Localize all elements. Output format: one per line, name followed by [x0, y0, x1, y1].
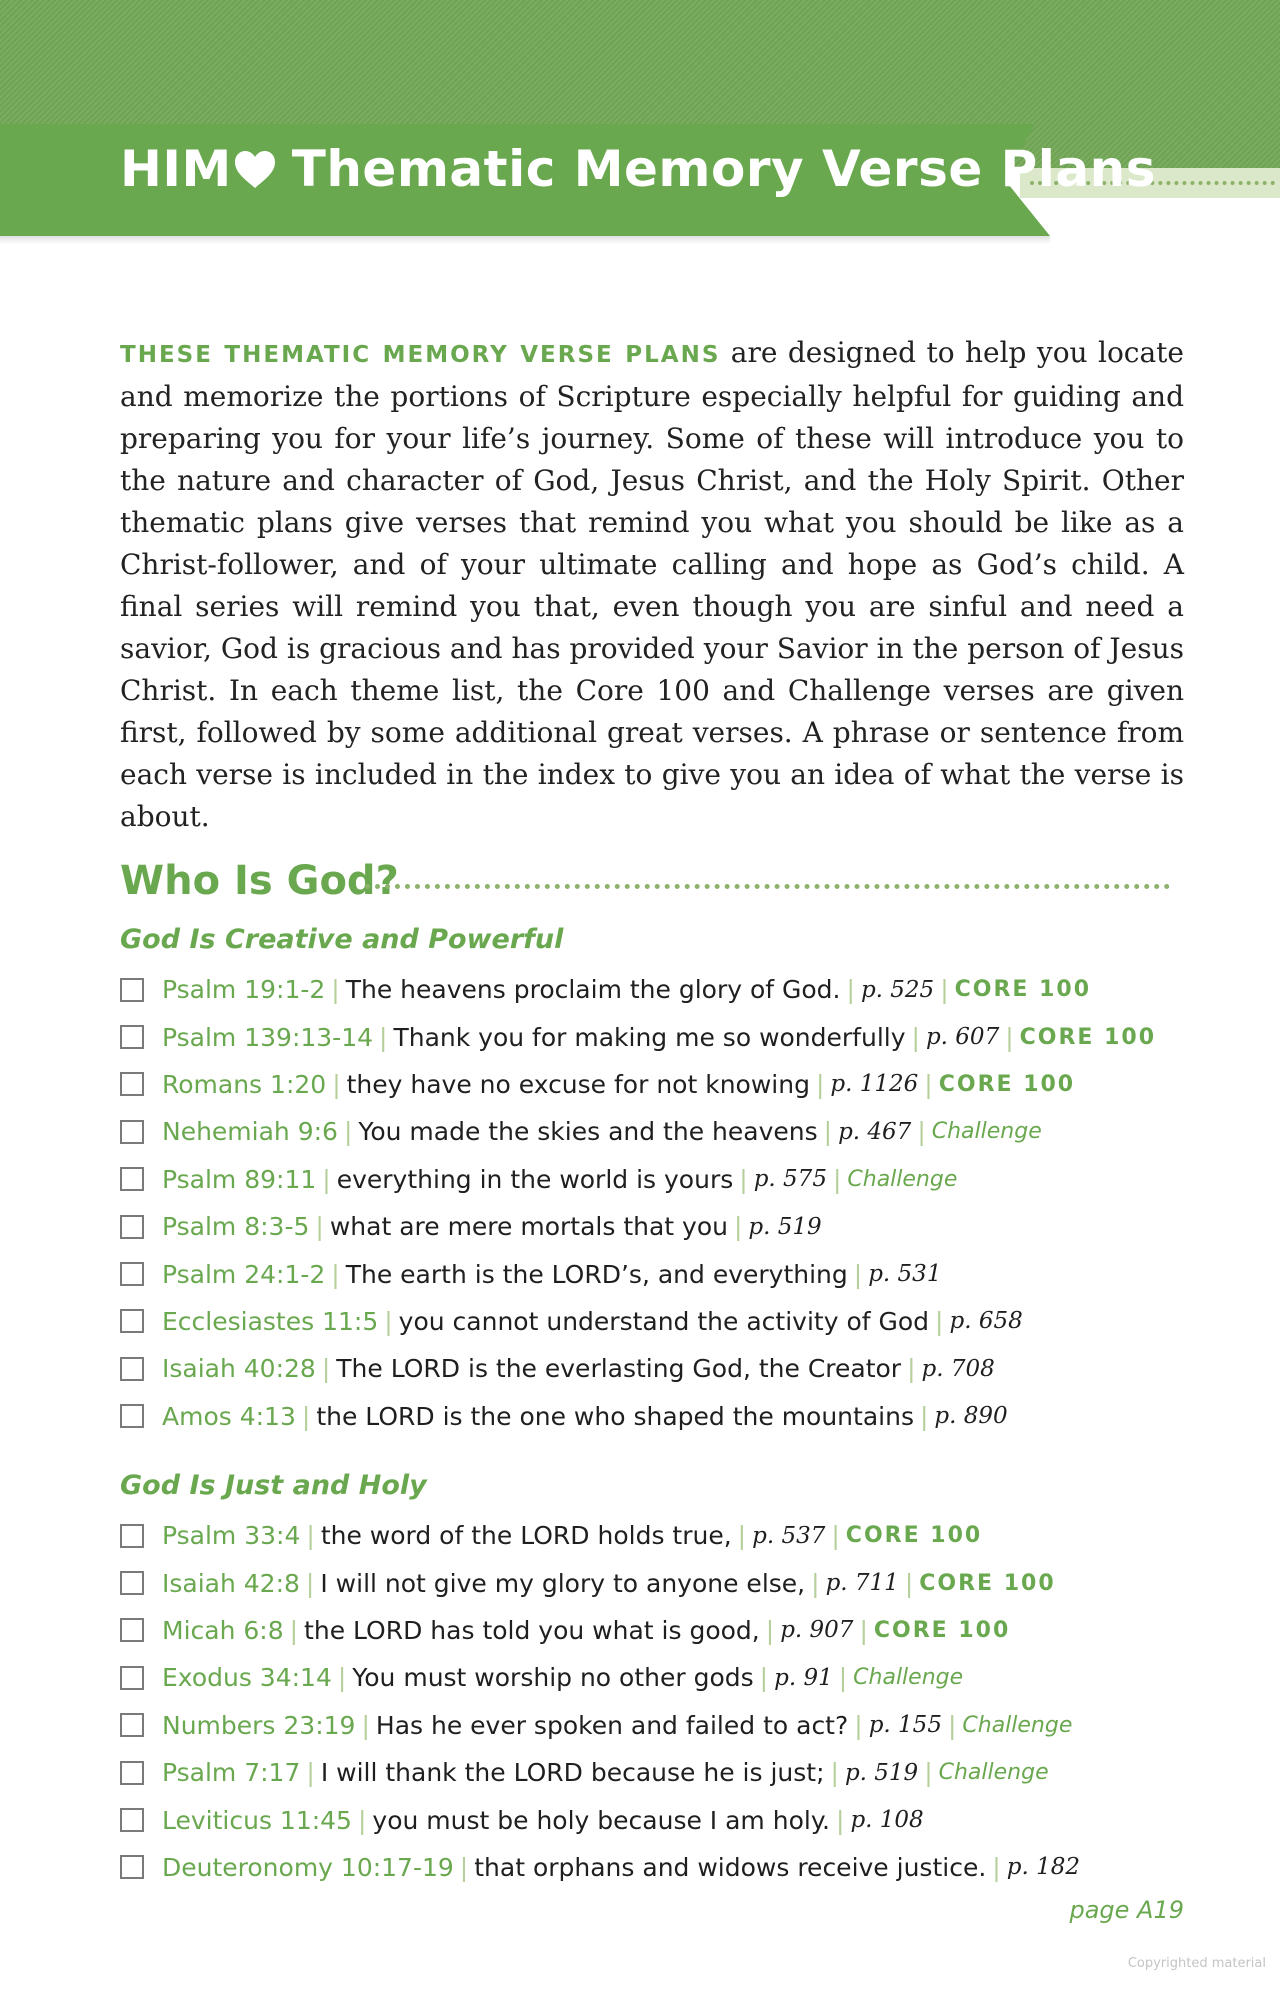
verse-reference: Deuteronomy 10:17-19 — [162, 1852, 454, 1882]
verse-reference: Psalm 8:3-5 — [162, 1212, 310, 1242]
core-100-tag: CORE 100 — [873, 1617, 1011, 1643]
intro-body: are designed to help you locate and memorize the portions of Scripture especially helpful for guiding and preparing you for your life’s journey. Some of these will introduce you to the nature and character of God, Jesus Christ, and the Holy Spirit. Other thematic plans give verses that remind you what you should be like as a Christ-follower, and of your ultimate calling and hope as God’s child. A final series will remind you that, even though you are sinful and need a savior, God is gracious and has provided your Savior in the person of Jesus Christ. In each theme list, the Core 100 and Challenge verses are given first, followed by some additional great verses. A phrase or sentence from each verse is included in the index to give you an idea of what the verse is about. — [120, 336, 1184, 833]
verse-phrase: what are mere mortals that you — [329, 1212, 728, 1242]
verse-reference: Nehemiah 9:6 — [162, 1117, 338, 1147]
page-reference: p. 525 — [860, 976, 935, 1003]
verse-phrase: everything in the world is yours — [336, 1164, 734, 1194]
verse-checkbox[interactable] — [120, 1262, 144, 1286]
verse-checkbox[interactable] — [120, 1524, 144, 1548]
separator: | — [306, 1758, 315, 1788]
verse-checkbox[interactable] — [120, 1761, 144, 1785]
separator: | — [924, 1758, 933, 1788]
separator: | — [289, 1615, 299, 1645]
verse-phrase: you cannot understand the activity of God — [398, 1306, 930, 1336]
separator: | — [321, 1354, 331, 1384]
separator: | — [459, 1852, 469, 1882]
separator: | — [940, 975, 949, 1005]
verse-reference: Amos 4:13 — [162, 1401, 296, 1431]
page-reference: p. 607 — [925, 1024, 1000, 1051]
verse-phrase: Thank you for making me so wonderfully — [393, 1022, 906, 1052]
separator: | — [331, 1259, 340, 1289]
verse-reference: Psalm 33:4 — [162, 1521, 301, 1551]
separator: | — [332, 1069, 341, 1099]
separator: | — [904, 1568, 914, 1598]
challenge-tag: Challenge — [938, 1760, 1049, 1786]
separator: | — [301, 1401, 311, 1431]
separator: | — [831, 1521, 840, 1551]
verse-row — [120, 1061, 1156, 1108]
separator: | — [907, 1354, 916, 1384]
separator: | — [811, 1568, 820, 1598]
separator: | — [357, 1805, 367, 1835]
verse-row — [120, 1345, 1156, 1392]
verse-phrase: The heavens proclaim the glory of God. — [345, 975, 841, 1005]
verse-row — [120, 1559, 1080, 1606]
separator: | — [1005, 1022, 1014, 1052]
separator: | — [838, 1663, 848, 1693]
separator: | — [306, 1521, 315, 1551]
verse-checkbox[interactable] — [120, 1618, 144, 1642]
core-100-tag: CORE 100 — [938, 1071, 1076, 1097]
intro-lead: THESE THEMATIC MEMORY VERSE PLANS — [120, 342, 721, 368]
verse-phrase: the word of the LORD holds true, — [320, 1521, 732, 1551]
page-reference: p. 108 — [850, 1807, 924, 1834]
verse-phrase: the LORD is the one who shaped the mountains — [316, 1401, 914, 1431]
verse-phrase: they have no excuse for not knowing — [346, 1069, 810, 1099]
page-reference: p. 658 — [949, 1308, 1023, 1335]
verse-reference: Psalm 19:1-2 — [162, 975, 326, 1005]
verse-checkbox[interactable] — [120, 1404, 144, 1428]
challenge-tag: Challenge — [962, 1712, 1073, 1738]
verse-row — [120, 1393, 1156, 1440]
title-prefix: HIM — [120, 140, 232, 198]
verse-checkbox[interactable] — [120, 1808, 144, 1832]
verse-checkbox[interactable] — [120, 1120, 144, 1144]
title-text: Thematic Memory Verse Plans — [291, 140, 1157, 198]
challenge-tag: Challenge — [853, 1665, 964, 1691]
separator: | — [859, 1615, 868, 1645]
separator: | — [379, 1022, 388, 1052]
verse-row — [120, 1203, 1156, 1250]
section-dotted-rule — [365, 884, 1170, 889]
verse-reference: Romans 1:20 — [162, 1069, 327, 1099]
verse-checkbox[interactable] — [120, 1713, 144, 1737]
verse-reference: Psalm 24:1-2 — [162, 1259, 326, 1289]
separator: | — [739, 1164, 748, 1194]
core-100-tag: CORE 100 — [1019, 1024, 1157, 1050]
separator: | — [331, 975, 340, 1005]
verse-checkbox[interactable] — [120, 1025, 144, 1049]
verse-reference: Isaiah 42:8 — [162, 1568, 300, 1598]
page-reference: p. 890 — [934, 1403, 1008, 1430]
page-reference: p. 531 — [868, 1261, 942, 1288]
intro-paragraph — [120, 332, 1184, 838]
verse-reference: Psalm 7:17 — [162, 1758, 301, 1788]
page-reference: p. 182 — [1006, 1854, 1080, 1881]
verse-list — [120, 1512, 1080, 1891]
verse-reference: Leviticus 11:45 — [162, 1805, 352, 1835]
page-reference: p. 519 — [748, 1213, 822, 1240]
separator: | — [305, 1568, 315, 1598]
verse-row — [120, 1298, 1156, 1345]
verse-reference: Psalm 89:11 — [162, 1164, 317, 1194]
separator: | — [830, 1758, 839, 1788]
verse-phrase: You made the skies and the heavens — [358, 1117, 818, 1147]
separator: | — [854, 1710, 863, 1740]
verse-phrase: Has he ever spoken and failed to act? — [375, 1710, 849, 1740]
page-reference: p. 907 — [780, 1617, 854, 1644]
page-reference: p. 91 — [774, 1664, 833, 1691]
verse-reference: Psalm 139:13-14 — [162, 1022, 374, 1052]
verse-phrase: I will not give my glory to anyone else, — [320, 1568, 806, 1598]
separator: | — [917, 1117, 926, 1147]
verse-phrase: You must worship no other gods — [352, 1663, 754, 1693]
verse-row — [120, 1796, 1080, 1843]
copyright-notice: Copyrighted material — [1127, 1956, 1266, 1971]
separator: | — [322, 1164, 331, 1194]
verse-checkbox[interactable] — [120, 1072, 144, 1096]
page-reference: p. 711 — [825, 1570, 899, 1597]
separator: | — [737, 1521, 747, 1551]
separator: | — [832, 1164, 842, 1194]
group-title: God Is Creative and Powerful — [120, 924, 564, 955]
verse-row — [120, 1702, 1080, 1749]
verse-phrase: that orphans and widows receive justice. — [474, 1852, 987, 1882]
verse-reference: Micah 6:8 — [162, 1615, 284, 1645]
separator: | — [343, 1117, 353, 1147]
separator: | — [924, 1069, 933, 1099]
separator: | — [992, 1852, 1001, 1882]
separator: | — [765, 1615, 775, 1645]
page-reference: p. 519 — [844, 1759, 919, 1786]
verse-phrase: The earth is the LORD’s, and everything — [345, 1259, 848, 1289]
verse-checkbox[interactable] — [120, 1357, 144, 1381]
separator: | — [823, 1117, 833, 1147]
page-number: page A19 — [1069, 1896, 1184, 1924]
separator: | — [815, 1069, 825, 1099]
page-title — [120, 140, 1156, 198]
verse-row — [120, 1749, 1080, 1796]
heart-icon — [234, 151, 276, 189]
page-reference: p. 708 — [921, 1355, 995, 1382]
verse-phrase: the LORD has told you what is good, — [304, 1615, 760, 1645]
page-reference: p. 467 — [838, 1118, 912, 1145]
group-title: God Is Just and Holy — [120, 1470, 427, 1501]
separator: | — [384, 1306, 393, 1336]
verse-row — [120, 1844, 1080, 1891]
verse-reference: Isaiah 40:28 — [162, 1354, 316, 1384]
verse-phrase: I will thank the LORD because he is just; — [320, 1758, 825, 1788]
verse-reference: Exodus 34:14 — [162, 1663, 332, 1693]
verse-row — [120, 966, 1156, 1013]
verse-row — [120, 1512, 1080, 1559]
verse-row — [120, 1013, 1156, 1060]
verse-list — [120, 966, 1156, 1440]
separator: | — [337, 1663, 347, 1693]
verse-row — [120, 1654, 1080, 1701]
verse-phrase: The LORD is the everlasting God, the Creator — [336, 1354, 902, 1384]
core-100-tag: CORE 100 — [919, 1570, 1056, 1596]
verse-row — [120, 1607, 1080, 1654]
verse-checkbox[interactable] — [120, 1309, 144, 1333]
verse-row — [120, 1156, 1156, 1203]
separator: | — [315, 1212, 324, 1242]
separator: | — [919, 1401, 929, 1431]
section-title: Who Is God? — [120, 858, 399, 904]
separator: | — [361, 1710, 370, 1740]
page-reference: p. 155 — [868, 1712, 942, 1739]
separator: | — [947, 1710, 957, 1740]
verse-checkbox[interactable] — [120, 1571, 144, 1595]
page-reference: p. 537 — [752, 1522, 826, 1549]
verse-checkbox[interactable] — [120, 978, 144, 1002]
separator: | — [911, 1022, 920, 1052]
verse-checkbox[interactable] — [120, 1215, 144, 1239]
verse-reference: Numbers 23:19 — [162, 1710, 356, 1740]
challenge-tag: Challenge — [847, 1166, 958, 1192]
banner-shadow — [0, 236, 1050, 244]
challenge-tag: Challenge — [931, 1119, 1042, 1145]
core-100-tag: CORE 100 — [845, 1523, 983, 1549]
verse-phrase: you must be holy because I am holy. — [372, 1805, 830, 1835]
separator: | — [935, 1306, 944, 1336]
separator: | — [836, 1805, 845, 1835]
separator: | — [846, 975, 855, 1005]
separator: | — [733, 1212, 743, 1242]
core-100-tag: CORE 100 — [954, 977, 1092, 1003]
verse-row — [120, 1250, 1156, 1297]
page-reference: p. 1126 — [830, 1071, 919, 1098]
verse-row — [120, 1108, 1156, 1155]
verse-checkbox[interactable] — [120, 1666, 144, 1690]
verse-reference: Ecclesiastes 11:5 — [162, 1306, 379, 1336]
verse-checkbox[interactable] — [120, 1167, 144, 1191]
separator: | — [759, 1663, 769, 1693]
verse-checkbox[interactable] — [120, 1855, 144, 1879]
separator: | — [853, 1259, 863, 1289]
page-reference: p. 575 — [753, 1166, 827, 1193]
